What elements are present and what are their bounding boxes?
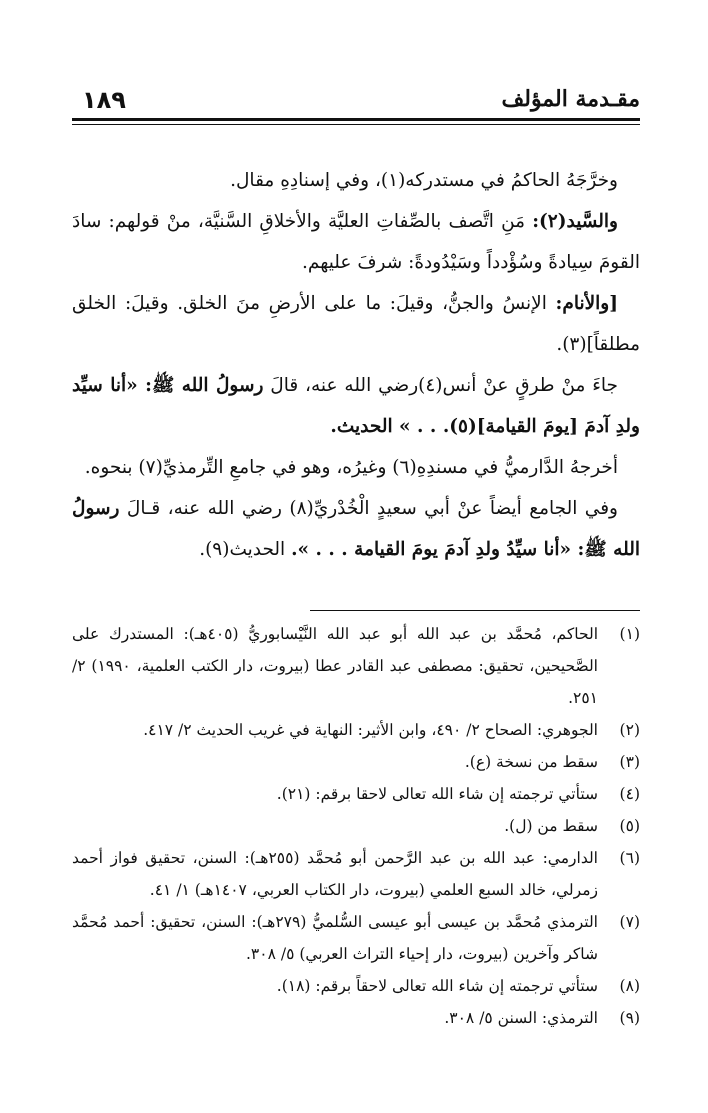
- header-rule-thin: [72, 124, 640, 125]
- footnote-text: الحاكم، مُحمَّد بن عبد الله أبو عبد الله النَّيْسابوريُّ (٤٠٥هـ): المستدرك على الصَّحيحين، تحقيق: مصطفى عبد القادر عطا (بيروت، دار الكتب العلمية، ١٩٩٠) ٢/ ٢٥١.: [72, 625, 598, 707]
- footnote: [72, 778, 640, 810]
- page-number: ١٨٩: [82, 86, 126, 114]
- definition-anam: الإنسُ والجنُّ، وقيلَ: ما على الأرضِ منَ الخلق. وقيلَ: الخلق مطلقاً](٣).: [72, 293, 640, 355]
- footnote-number: (٢): [619, 721, 640, 739]
- hadith2-ref: الحديث(٩).: [199, 539, 292, 560]
- footnote-text: الترمذي: السنن ٥/ ٣٠٨.: [444, 1009, 598, 1027]
- term-sayyid: والسَّيد(٢):: [532, 211, 618, 232]
- footnote-number: (٣): [619, 753, 640, 771]
- footnote-text: ستأتي ترجمته إن شاء الله تعالى لاحقا برقم: (٢١).: [276, 785, 598, 803]
- hadith2-intro: وفي الجامع أيضاً عنْ أبي سعيدٍ الْخُدْريِّ(٨) رضي الله عنه، قـالَ: [119, 498, 618, 519]
- paragraph-4: [72, 365, 640, 447]
- footnote: [72, 1002, 640, 1034]
- main-text: [72, 160, 640, 570]
- footnotes: [72, 618, 640, 1034]
- hadith-text: رسولُ الله ﷺ: «أنا سيِّد ولدِ آدمَ [يومَ القيامة](٥). . . » الحديث.: [72, 375, 640, 437]
- footnote-text: سقط من نسخة (ع).: [464, 753, 598, 771]
- footnote-text: الدارمي: عبد الله بن عبد الرَّحمن أبو مُحمَّد (٢٥٥هـ): السنن، تحقيق فواز أحمد زمرلي، خالد السبع العلمي (بيروت، دار الكتاب العربي، ١٤٠٧هـ) ١/ ٤١.: [72, 849, 598, 899]
- footnote-number: (١): [619, 625, 640, 643]
- term-anam: [والأنام:: [555, 293, 618, 314]
- footnote: [72, 970, 640, 1002]
- footnote-number: (٨): [619, 977, 640, 995]
- paragraph-3: [72, 283, 640, 365]
- page-header: [72, 82, 640, 116]
- footnote: [72, 714, 640, 746]
- footnote-text: الترمذي مُحمَّد بن عيسى أبو عيسى السُّلميُّ (٢٧٩هـ): السنن، تحقيق: أحمد مُحمَّد شاكر وآخرين (بيروت، دار إحياء التراث العربي) ٥/ ٣٠٨.: [72, 913, 598, 963]
- footnote-number: (٤): [619, 785, 640, 803]
- hadith-intro: جاءَ منْ طرقٍ عنْ أنس(٤)رضي الله عنه، قالَ: [263, 375, 618, 396]
- footnote-number: (٦): [619, 849, 640, 867]
- paragraph-6: [72, 488, 640, 570]
- footnote: [72, 810, 640, 842]
- hadith2-text: رسولُ الله ﷺ: «أنا سيِّدُ ولدِ آدمَ يومَ القيامة . . . ».: [72, 498, 640, 560]
- footnote: [72, 746, 640, 778]
- footnote-number: (٩): [619, 1009, 640, 1027]
- running-title: مقـدمة المؤلف: [501, 86, 640, 112]
- footnote: [72, 618, 640, 714]
- footnote-number: (٥): [619, 817, 640, 835]
- paragraph-1: وخرَّجَهُ الحاكمُ في مستدركه(١)، وفي إسنادِهِ مقال.: [230, 170, 618, 191]
- footnote-number: (٧): [619, 913, 640, 931]
- paragraph-5: أخرجهُ الدَّارميُّ في مسندِهِ(٦) وغيرُه، وهو في جامعِ التِّرمذيِّ(٧) بنحوه.: [84, 457, 618, 478]
- footnote-text: الجوهري: الصحاح ٢/ ٤٩٠، وابن الأثير: النهاية في غريب الحديث ٢/ ٤١٧.: [143, 721, 598, 739]
- header-rule-thick: [72, 118, 640, 121]
- footnote-text: ستأتي ترجمته إن شاء الله تعالى لاحقاً برقم: (١٨).: [276, 977, 598, 995]
- footnote: [72, 842, 640, 906]
- footnote-separator: [310, 610, 640, 611]
- footnote-text: سقط من (ل).: [504, 817, 598, 835]
- paragraph-2: [72, 201, 640, 283]
- definition-sayyid: مَنِ اتَّصف بالصِّفاتِ العليَّة والأخلاقِ السَّنيَّة، منْ قولهم: سادَ القومَ سِيادةً وسُؤْدداً وسَيْدُودةً: شرفَ عليهم.: [72, 211, 640, 273]
- footnote: [72, 906, 640, 970]
